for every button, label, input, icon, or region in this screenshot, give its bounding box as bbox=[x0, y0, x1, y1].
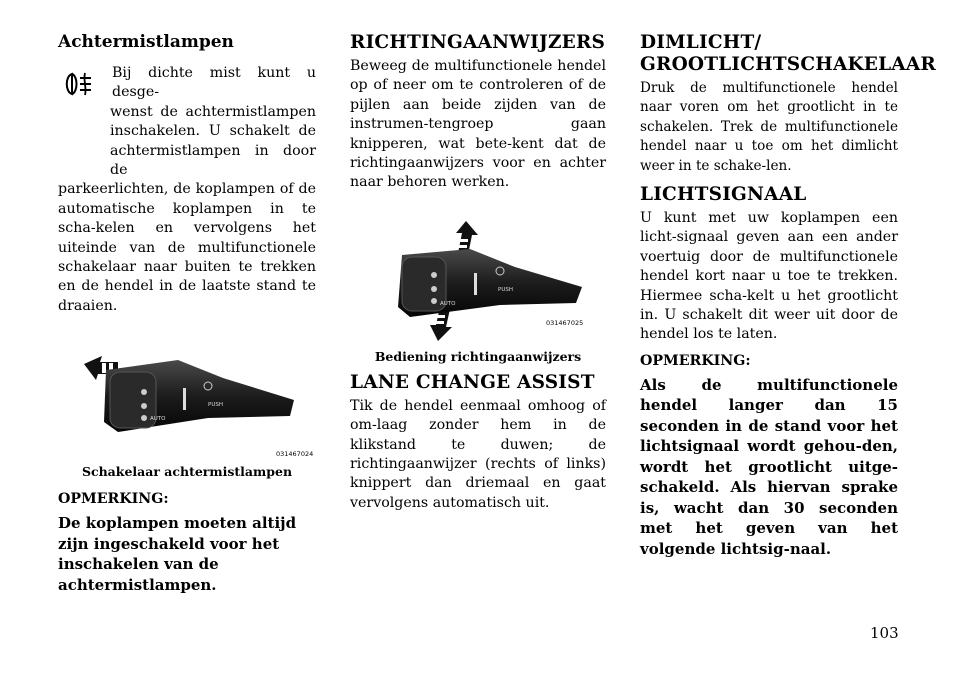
intro-line-2: wenst de achtermistlampen bbox=[110, 103, 316, 120]
section-title-high-low-beam-line1: DIMLICHT/ bbox=[640, 32, 762, 53]
section-title-rear-fog-lamps: Achtermistlampen bbox=[58, 32, 234, 52]
note-label: OPMERKING: bbox=[58, 491, 169, 508]
high-low-beam-body: Druk de multifunctionele hendel naar voren om het grootlicht in te schakelen. Trek de multifunctionele hendel naar u toe om het dimlicht weer in te schake-len. bbox=[640, 80, 898, 174]
lane-change-assist-body: Tik de hendel eenmaal omhoog of om-laag zonder hem in de klikstand te duwen; de richtingaanwijzer (rechts of links) knippert dan driemaal en gaat vervolgens automatisch uit. bbox=[350, 397, 606, 511]
figure-rear-fog-switch bbox=[58, 352, 316, 479]
page-number: 103 bbox=[870, 624, 899, 642]
column-high-low-beam bbox=[640, 32, 936, 559]
figure-turn-signal-operation bbox=[350, 215, 606, 364]
intro-line-1: Bij dichte mist kunt u desge- bbox=[112, 65, 316, 101]
section-title-flash-to-pass: LICHTSIGNAAL bbox=[640, 184, 807, 206]
figure-code: 031467024 bbox=[276, 450, 314, 459]
note-text: Als de multifunctionele hendel langer dan 15 seconden in de stand voor het lichtsignaal wordt gehou-den, wordt het grootlicht uitge-schakeld. Als hiervan sprake is, wacht dan 30 seconden met het geven van het volgende lichtsig-naal. bbox=[640, 375, 898, 558]
note-text: De koplampen moeten altijd zijn ingeschakeld voor het inschakelen van de achtermistlampen. bbox=[58, 514, 297, 594]
flash-to-pass-body: U kunt met uw koplampen een licht-signaal geven aan een ander voertuig door de multifunctionele hendel kort naar u toe te trekken. Hiermee scha-kelt u het grootlicht in. U schakelt dit weer uit door de hendel los te laten. bbox=[640, 210, 898, 343]
figure-code: 031467025 bbox=[546, 318, 584, 327]
section-title-lane-change-assist: LANE CHANGE ASSIST bbox=[350, 371, 595, 393]
section-title-high-low-beam-line2: GROOTLICHTSCHAKELAAR bbox=[640, 54, 936, 75]
figure-caption: Schakelaar achtermistlampen bbox=[81, 464, 293, 480]
lever-push-label: PUSH bbox=[498, 286, 513, 293]
lever-push-label: PUSH bbox=[208, 402, 223, 409]
rear-fog-body-text: parkeerlichten, de koplampen of de automatische koplampen in te scha-kelen en vervolgens het uiteinde van de multifunctionele schakelaar naar buiten te trekken en de hendel in de laatste stand te draaien. bbox=[58, 181, 316, 314]
lever-auto-label: AUTO bbox=[440, 300, 456, 307]
turn-signals-body: Beweeg de multifunctionele hendel op of neer om te controleren of de pijlen aan beide zijden van de instrumen-tengroep gaan knipperen, wat bete-kent dat de richtingaanwijzers voor en achter naar behoren werken. bbox=[350, 58, 606, 191]
section-title-turn-signals: RICHTINGAANWIJZERS bbox=[350, 32, 606, 53]
intro-line-3: inschakelen. U schakelt de bbox=[110, 123, 316, 140]
figure-caption: Bediening richtingaanwijzers bbox=[374, 348, 582, 364]
column-turn-signals bbox=[350, 32, 606, 513]
lever-auto-label: AUTO bbox=[150, 416, 166, 423]
rear-fog-lamp-icon bbox=[58, 68, 106, 100]
intro-line-4: achtermistlampen in door de bbox=[110, 142, 316, 179]
column-rear-fog-lamps bbox=[58, 32, 316, 595]
note-label: OPMERKING: bbox=[640, 352, 751, 369]
